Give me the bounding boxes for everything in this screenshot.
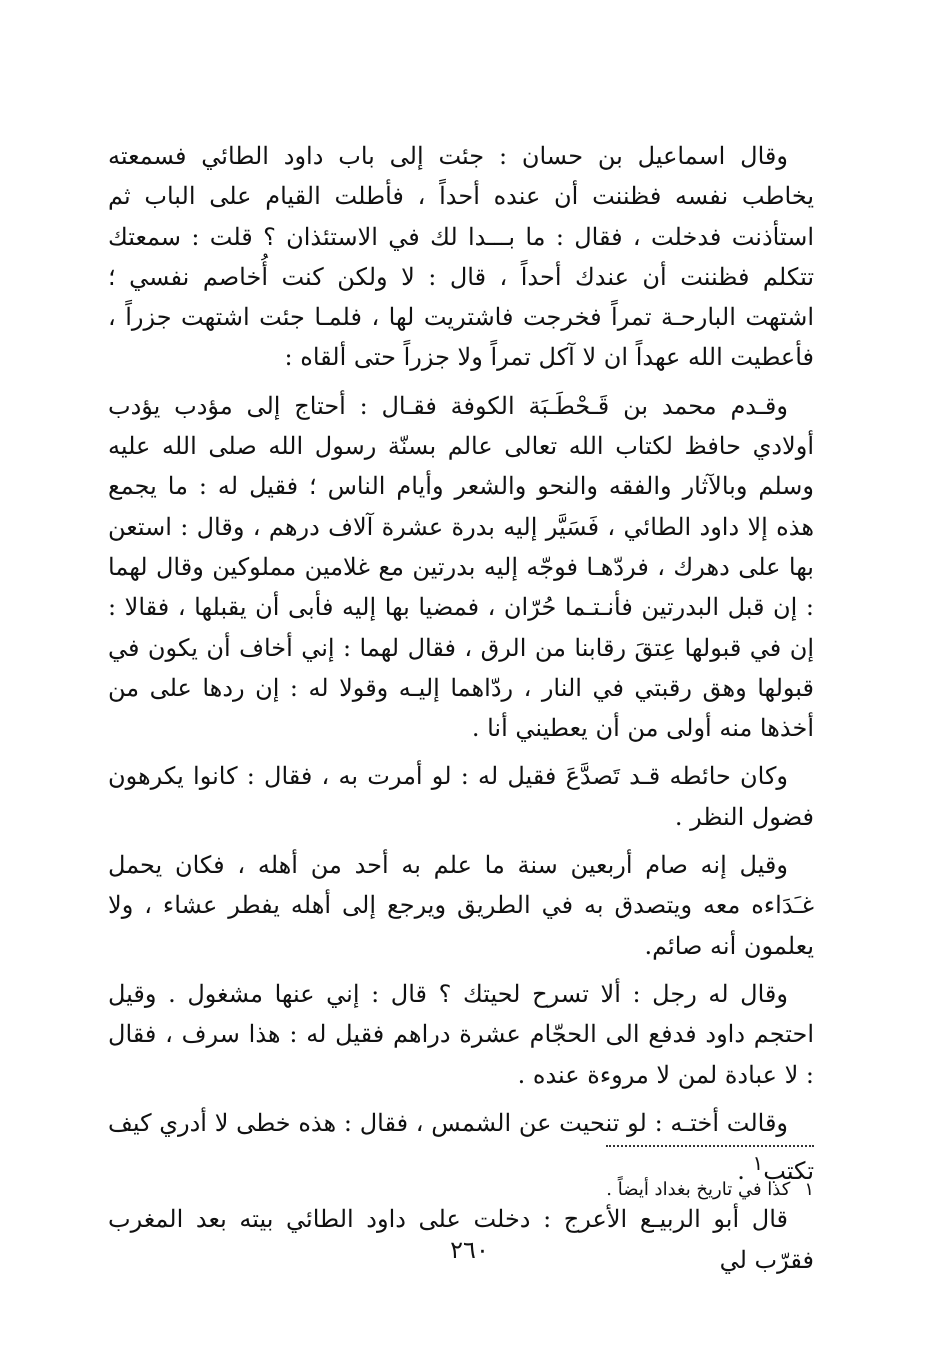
- footnote: [214, 1176, 814, 1204]
- paragraph-4: وقيل إنه صام أربعين سنة ما علم به أحد من أهله ، فكان يحمل غـَدَاءه معه ويتصدق به في الطريق ويرجع إلى أهله يفطر عشاء ، ولا يعلمون أنه صائم.: [108, 851, 814, 960]
- footnote-text: كذا في تاريخ بغداد أيضاً .: [606, 1179, 791, 1200]
- footnote-separator: [606, 1145, 814, 1147]
- paragraph-7: قال أبو الربيـع الأعرج : دخلت على داود الطائي بيته بعد المغرب فقرّب لي: [108, 1205, 814, 1274]
- paragraph-2: وقـدم محمد بن قَـحْطَـبَة الكوفة فقـال : أحتاج إلى مؤدب يؤدب أولادي حافظ لكتاب الله تعالى عالم بسنّة رسول الله صلى الله عليه وسلم وبالآثار والفقه والنحو والشعر وأيام الناس ؛ فقيل له : ما يجمع هذه إلا داود الطائي ، فَسَيَّر إليه بدرة عشرة آلاف درهم ، وقال : استعن بها على دهرك ، فردّهـا فوجّه إليه بدرتين مع غلامين مملوكين وقال لهما : إن قبل البدرتين فأنـتـما حُرّان ، فمضيا بها إليه فأبى أن يقبلها ، فقالا : إن في قبولها عِتقَ رقابنا من الرق ، فقال لهما : إني أخاف أن يكون في قبولها وهق رقبتي في النار ، ردّاهما إليـه وقولا له : إن ردها على من أخذها منه أولى من أن يعطيني أنا .: [108, 391, 814, 743]
- main-text: [108, 136, 814, 1288]
- paragraph-6-text: وقالت أختـه : لو تنحيت عن الشمس ، فقال : هذه خطى لا أدري كيف تكتب: [108, 1108, 814, 1186]
- paragraph-1: وقال اسماعيل بن حسان : جئت إلى باب داود الطائي فسمعته يخاطب نفسه فظننت أن عنده أحداً ، فأطلت القيام على الباب ثم استأذنت فدخلت ، فقال : ما بـــدا لك في الاستئذان ؟ قلت : سمعتك تتكلم فظننت أن عندك أحداً ، قال : لا ولكن كنت أُخاصم نفسي ؛ اشتهت البارحـة تمراً فخرجت فاشتريت لها ، فلمـا جئت اشتهت جزراً ، فأعطيت الله عهداً ان لا آكل تمراً ولا جزراً حتى ألقاه :: [108, 142, 814, 372]
- page-number: ٢٦٠: [450, 1236, 489, 1264]
- paragraph-5: وقال له رجل : ألا تسرح لحيتك ؟ قال : إني عنها مشغول . وقيل احتجم داود فدفع الى الحجّام عشرة دراهم فقيل له : هذا سرف ، فقال : لا عبادة لمن لا مروءة عنده .: [108, 979, 814, 1089]
- paragraph-3: وكان حائطه قـد تَصدَّعَ فقيل له : لو أمرت به ، فقال : كانوا يكرهون فضول النظر .: [108, 762, 814, 831]
- paragraph-6-end: .: [737, 1157, 753, 1186]
- footnote-reference[interactable]: ١: [752, 1151, 764, 1176]
- footnote-number: ١: [804, 1179, 814, 1200]
